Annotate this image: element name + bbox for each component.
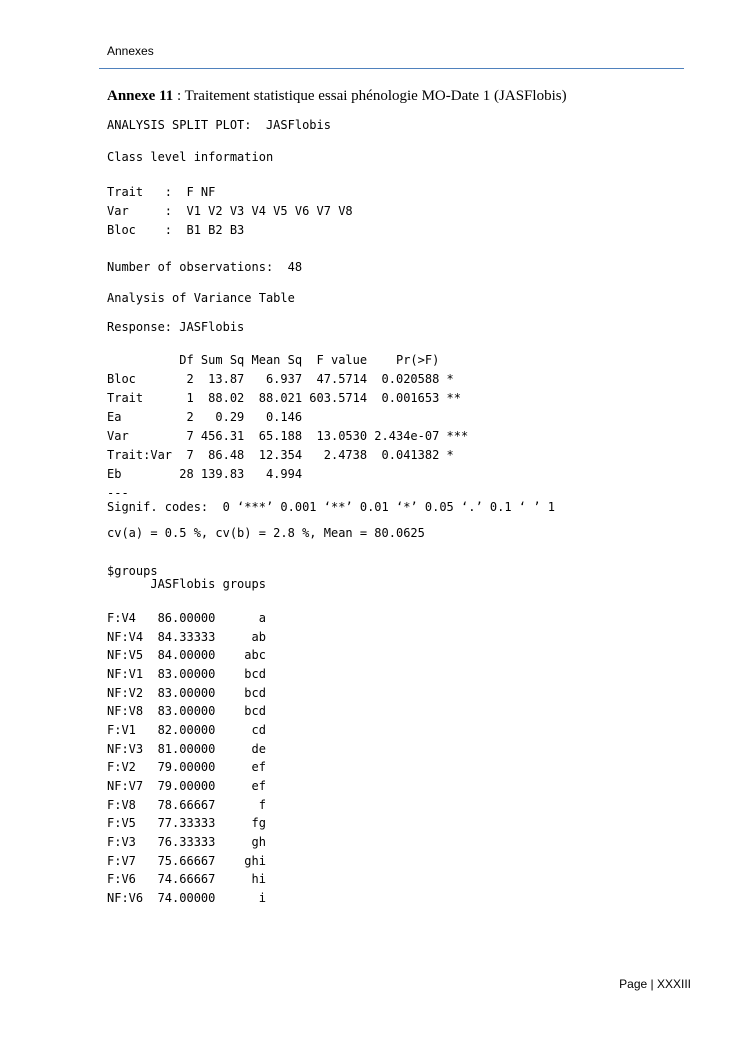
group-row: F:V4 86.00000 a — [107, 611, 266, 625]
header-rule — [99, 68, 684, 69]
anova-header-row: Df Sum Sq Mean Sq F value Pr(>F) — [107, 353, 440, 367]
class-level-line: Trait : F NF — [107, 185, 216, 199]
cv-line: cv(a) = 0.5 %, cv(b) = 2.8 %, Mean = 80.0625 — [107, 526, 425, 540]
annex-title — [107, 88, 567, 105]
groups-label: $groups — [107, 564, 158, 578]
group-row: NF:V8 83.00000 bcd — [107, 704, 266, 718]
class-level-line: Bloc : B1 B2 B3 — [107, 223, 245, 237]
group-row: NF:V4 84.33333 ab — [107, 630, 266, 644]
anova-row: Trait 1 88.02 88.021 603.5714 0.001653 ** — [107, 391, 462, 405]
annex-description: : Traitement statistique essai phénologie MO-Date 1 (JASFlobis) — [173, 88, 567, 104]
anova-row: Bloc 2 13.87 6.937 47.5714 0.020588 * — [107, 372, 454, 386]
class-heading: Class level information — [107, 150, 274, 164]
group-row: F:V8 78.66667 f — [107, 798, 266, 812]
class-level-line: Var : V1 V2 V3 V4 V5 V6 V7 V8 — [107, 204, 353, 218]
anova-row: Eb 28 139.83 4.994 — [107, 467, 303, 481]
group-row: NF:V3 81.00000 de — [107, 742, 266, 756]
anova-separator: --- — [107, 486, 129, 500]
observations-line: Number of observations: 48 — [107, 260, 303, 274]
annex-number: Annexe 11 — [107, 88, 174, 104]
analysis-title: ANALYSIS SPLIT PLOT: JASFlobis — [107, 118, 331, 132]
anova-row: Ea 2 0.29 0.146 — [107, 410, 303, 424]
page-number: Page | XXXIII — [619, 977, 691, 991]
group-row: NF:V2 83.00000 bcd — [107, 686, 266, 700]
group-row: F:V5 77.33333 fg — [107, 816, 266, 830]
signif-codes: Signif. codes: 0 ‘***’ 0.001 ‘**’ 0.01 ‘*’ 0.05 ‘.’ 0.1 ‘ ’ 1 — [107, 500, 555, 514]
group-row: F:V1 82.00000 cd — [107, 723, 266, 737]
response-line: Response: JASFlobis — [107, 320, 245, 334]
running-header: Annexes — [107, 44, 154, 58]
anova-heading: Analysis of Variance Table — [107, 291, 295, 305]
group-row: F:V2 79.00000 ef — [107, 760, 266, 774]
group-row: NF:V5 84.00000 abc — [107, 648, 266, 662]
group-row: F:V6 74.66667 hi — [107, 872, 266, 886]
group-row: F:V7 75.66667 ghi — [107, 854, 266, 868]
anova-row: Var 7 456.31 65.188 13.0530 2.434e-07 *** — [107, 429, 469, 443]
anova-row: Trait:Var 7 86.48 12.354 2.4738 0.041382 * — [107, 448, 454, 462]
group-row: NF:V6 74.00000 i — [107, 891, 266, 905]
group-row: NF:V1 83.00000 bcd — [107, 667, 266, 681]
group-row: F:V3 76.33333 gh — [107, 835, 266, 849]
groups-header: JASFlobis groups — [107, 577, 266, 591]
group-row: NF:V7 79.00000 ef — [107, 779, 266, 793]
